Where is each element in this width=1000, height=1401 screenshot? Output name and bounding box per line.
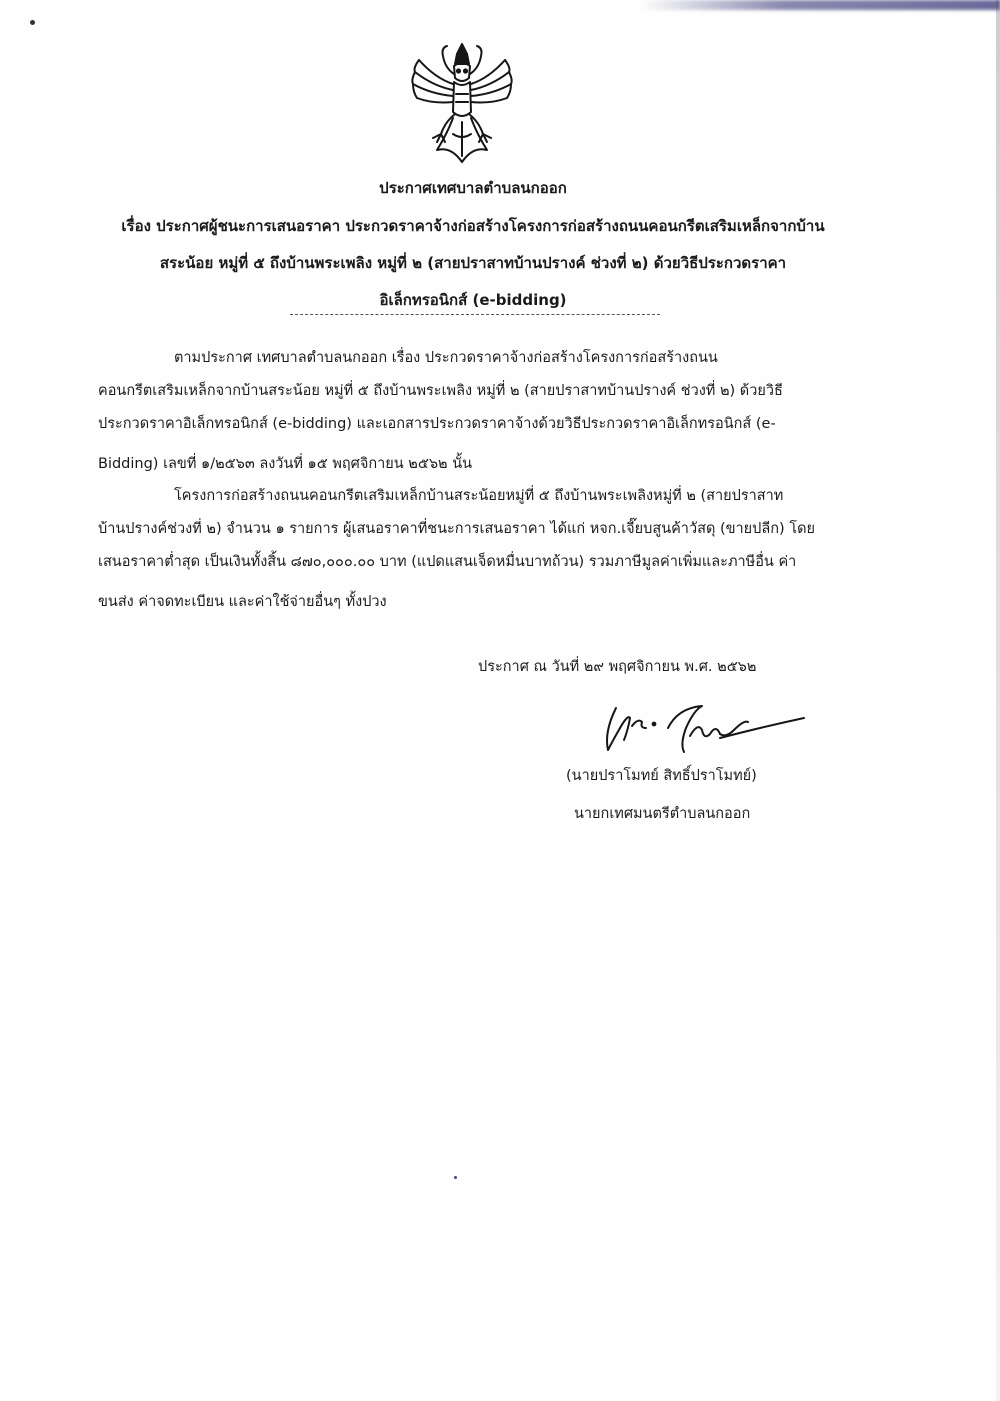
scan-edge-shadow — [640, 0, 1000, 10]
paragraph-2-line: ขนส่ง ค่าจดทะเบียน และค่าใช้จ่ายอื่นๆ ทั้งปวง — [98, 594, 387, 610]
subject-line: อิเล็กทรอนิกส์ (e-bidding) — [379, 291, 567, 309]
subject-line: สระน้อย หมู่ที่ ๕ ถึงบ้านพระเพลิง หมู่ที่ ๒ (สายปราสาทบ้านปรางค์ ช่วงที่ ๒) ด้วยวิธีประกวดราคา — [159, 254, 787, 272]
scan-speck — [454, 1176, 457, 1179]
paragraph-1-line: ตามประกาศ เทศบาลตำบลนกออก เรื่อง ประกวดราคาจ้างก่อสร้างโครงการก่อสร้างถนน — [174, 350, 718, 366]
paragraph-1-line: คอนกรีตเสริมเหล็กจากบ้านสระน้อย หมู่ที่ ๕ ถึงบ้านพระเพลิง หมู่ที่ ๒ (สายปราสาทบ้านปรางค์ ช่วงที่ ๒) ด้วยวิธี — [98, 383, 783, 399]
paragraph-2-line: เสนอราคาต่ำสุด เป็นเงินทั้งสิ้น ๘๗๐,๐๐๐.๐๐ บาท (แปดแสนเจ็ดหมื่นบาทถ้วน) รวมภาษีมูลค่าเพิ่มและภาษีอื่น ค่า — [98, 554, 797, 570]
scan-speck — [30, 20, 35, 25]
announcement-date: ประกาศ ณ วันที่ ๒๙ พฤศจิกายน พ.ศ. ๒๕๖๒ — [478, 659, 757, 675]
paragraph-2-line: โครงการก่อสร้างถนนคอนกรีตเสริมเหล็กบ้านสระน้อยหมู่ที่ ๕ ถึงบ้านพระเพลิงหมู่ที่ ๒ (สายปราสาท — [174, 488, 784, 504]
garuda-emblem-icon — [407, 38, 517, 168]
scan-right-edge — [996, 0, 1000, 1401]
paragraph-2-line: บ้านปรางค์ช่วงที่ ๒) จำนวน ๑ รายการ ผู้เสนอราคาที่ชนะการเสนอราคา ได้แก่ หจก.เจี๊ยบสูนค้าวัสดุ (ขายปลีก) โดย — [98, 521, 816, 537]
handwritten-signature — [598, 688, 808, 760]
signer-name: (นายปราโมทย์ สิทธิ์ปราโมทย์) — [566, 768, 757, 784]
issuer-heading: ประกาศเทศบาลตำบลนกออก — [379, 179, 567, 197]
signer-title: นายกเทศมนตรีตำบลนกออก — [574, 806, 751, 822]
dashed-separator — [290, 314, 660, 315]
subject-line: เรื่อง ประกาศผู้ชนะการเสนอราคา ประกวดราคาจ้างก่อสร้างโครงการก่อสร้างถนนคอนกรีตเสริมเหล็กจากบ้าน — [121, 217, 825, 235]
subject-heading — [90, 208, 856, 319]
paragraph-1-line: Bidding) เลขที่ ๑/๒๕๖๓ ลงวันที่ ๑๕ พฤศจิกายน ๒๕๖๒ นั้น — [98, 456, 473, 472]
paragraph-1-line: ประกวดราคาอิเล็กทรอนิกส์ (e-bidding) และเอกสารประกวดราคาจ้างด้วยวิธีประกวดราคาอิเล็กทรอนิกส์ (e- — [98, 416, 776, 432]
